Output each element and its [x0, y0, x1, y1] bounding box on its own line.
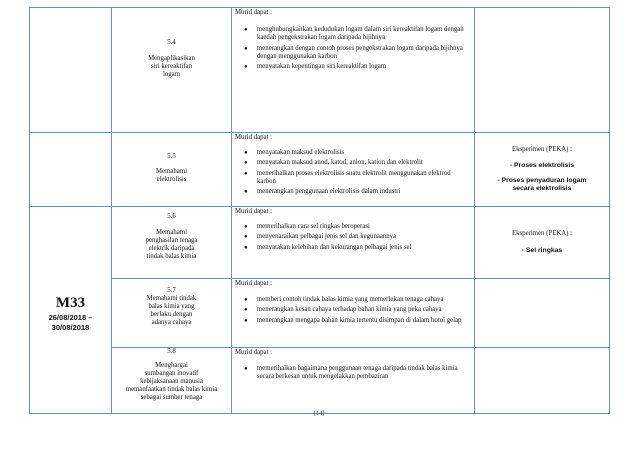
objectives-heading: Murid dapat : [235, 280, 272, 287]
table-row [30, 279, 610, 348]
standard-number: 5.6 [167, 213, 176, 220]
activity-label: Eksperimen (PEKA) : [511, 146, 573, 153]
bullet-icon: ● [244, 189, 248, 196]
objectives-cell [232, 348, 475, 414]
standard-title-line: Memahami [156, 168, 187, 175]
standard-title-line: elektrik daripada [148, 245, 195, 252]
bullet-icon: ● [244, 366, 248, 373]
objectives-heading: Murid dapat : [235, 208, 272, 215]
standard-title-line: logam [163, 71, 180, 78]
table-row [30, 8, 610, 133]
objectives-cell [232, 8, 475, 133]
standard-number: 5.5 [167, 153, 176, 160]
objectives-list [235, 149, 474, 196]
week-cell [30, 207, 112, 414]
table-row [30, 348, 610, 414]
page-number: [14] [313, 410, 325, 417]
bullet-icon: ● [244, 150, 248, 157]
bullet-icon: ● [244, 224, 248, 231]
activity-item: - Proses penyaduran logam secara elektrolisis [497, 177, 587, 192]
standard-title-line: Memahami [156, 229, 187, 236]
standard-cell [112, 133, 232, 207]
objective-item: ● menerangkan dengan contoh proses pengekstrakan logam daripada bijihnya dengan menggunakan karbon [244, 44, 463, 60]
standard-title-line: sebagai sumber tenaga [140, 394, 203, 401]
bullet-icon: ● [244, 317, 248, 324]
standard-title-line: memanfaatkan tindak balas kimia [125, 386, 218, 393]
objectives-cell [232, 207, 475, 279]
week-date-start: 26/08/2018 – [48, 312, 93, 322]
standard-title-line: sumbangan inovatif [144, 370, 199, 377]
objective-item: ● menyatakan maksud elektrolisis [244, 149, 345, 157]
lesson-plan-table [29, 7, 610, 414]
bullet-icon: ● [244, 45, 248, 52]
objectives-cell [232, 133, 475, 207]
standard-title-line: kebijaksanaan manusia [140, 378, 203, 385]
standard-title-line: penghasilan tenaga [145, 237, 198, 244]
standard-cell [112, 348, 232, 414]
table-row [30, 133, 610, 207]
objectives-list [235, 296, 474, 325]
bullet-icon: ● [244, 297, 248, 304]
objective-item: ● menerangkan penggunaan elektrolisis dalam industri [244, 188, 401, 196]
bullet-icon: ● [244, 170, 248, 177]
standard-title-line: Mengaplikasikan [148, 55, 195, 62]
objective-item: ● menyatakan kepentingan siri kereaktifan logam [244, 63, 387, 71]
objective-item: ● menyenaraikan pelbagai jenis sel dan kegunaannya [244, 233, 397, 241]
standard-number: 5.4 [167, 39, 176, 46]
activity-cell [475, 133, 610, 207]
standard-title-line: Menghargai [155, 362, 188, 369]
bullet-icon: ● [244, 244, 248, 251]
objectives-list [235, 26, 474, 71]
standard-cell [112, 279, 232, 348]
objective-item: ● menyatakan maksud anod, katod, anion, kation dan elektrolit [244, 159, 423, 167]
objectives-list [235, 365, 474, 381]
standard-title-line: Memahami tindak [146, 295, 197, 302]
bullet-icon: ● [244, 64, 248, 71]
week-date-end: 30/08/2018 [51, 322, 90, 332]
week-code: M33 [55, 294, 86, 311]
activity-cell [475, 279, 610, 348]
standard-title-line: siri kereaktifan [151, 63, 192, 70]
activity-cell [475, 8, 610, 133]
table-row [30, 207, 610, 279]
bullet-icon: ● [244, 234, 248, 241]
activity-cell [475, 348, 610, 414]
standard-title-line: adanya cahaya [151, 319, 192, 326]
standard-cell [112, 207, 232, 279]
objective-item: ● memberi contoh tindak balas kimia yang memerlukan tenaga cahaya [244, 296, 444, 304]
objectives-heading: Murid dapat : [235, 9, 272, 16]
activity-item: - Sel ringkas [521, 247, 563, 254]
standard-cell [112, 8, 232, 133]
standard-number: 5.7 [167, 287, 176, 294]
bullet-icon: ● [244, 307, 248, 314]
objective-item: ● menerangkan kesan cahaya terhadap bahan kimia yang peka cahaya [244, 306, 442, 314]
standard-title-line: balas kimia yang [148, 303, 195, 310]
standard-number: 5.8 [167, 348, 176, 355]
objectives-cell [232, 279, 475, 348]
objectives-heading: Murid dapat : [235, 134, 272, 141]
activity-label: Eksperimen (PEKA) : [511, 230, 573, 237]
activity-item: - Proses elektrolisis [509, 162, 575, 169]
activity-cell [475, 207, 610, 279]
objective-item: ● menerangkan mengapa bahan kimia tertentu disimpan di dalam botol gelap [244, 316, 462, 324]
standard-title-line: berlaku dengan [150, 311, 193, 318]
bullet-icon: ● [244, 160, 248, 167]
week-cell-blank [30, 8, 112, 133]
week-cell-blank [30, 133, 112, 207]
objectives-heading: Murid dapat : [235, 349, 272, 356]
objective-item: ● menyatakan kelebihan dan kekurangan pelbagai jenis sel [244, 243, 412, 251]
objectives-list [235, 223, 474, 252]
bullet-icon: ● [244, 27, 248, 34]
standard-title-line: tindak balas kimia [146, 253, 197, 260]
objective-item: ● menghubungkaitkan kedudukan logam dalam siri kereaktifan logam dengan kaedah pengekstrakan logam daripada bijihnya [244, 26, 464, 42]
objective-item: ● memerihalkan bagaimana penggunaan tenaga daripada tindak balas kimia secara berkesan untuk mengelakkan pembaziran [244, 365, 458, 381]
standard-title-line: elektrolisis [156, 176, 187, 183]
objective-item: ● memerihalkan cara sel ringkas beroperasi [244, 223, 370, 231]
objective-item: ● menerihalkan proses elektrolisis suatu elektrolit menggunakan elektrod karbon [244, 169, 451, 185]
